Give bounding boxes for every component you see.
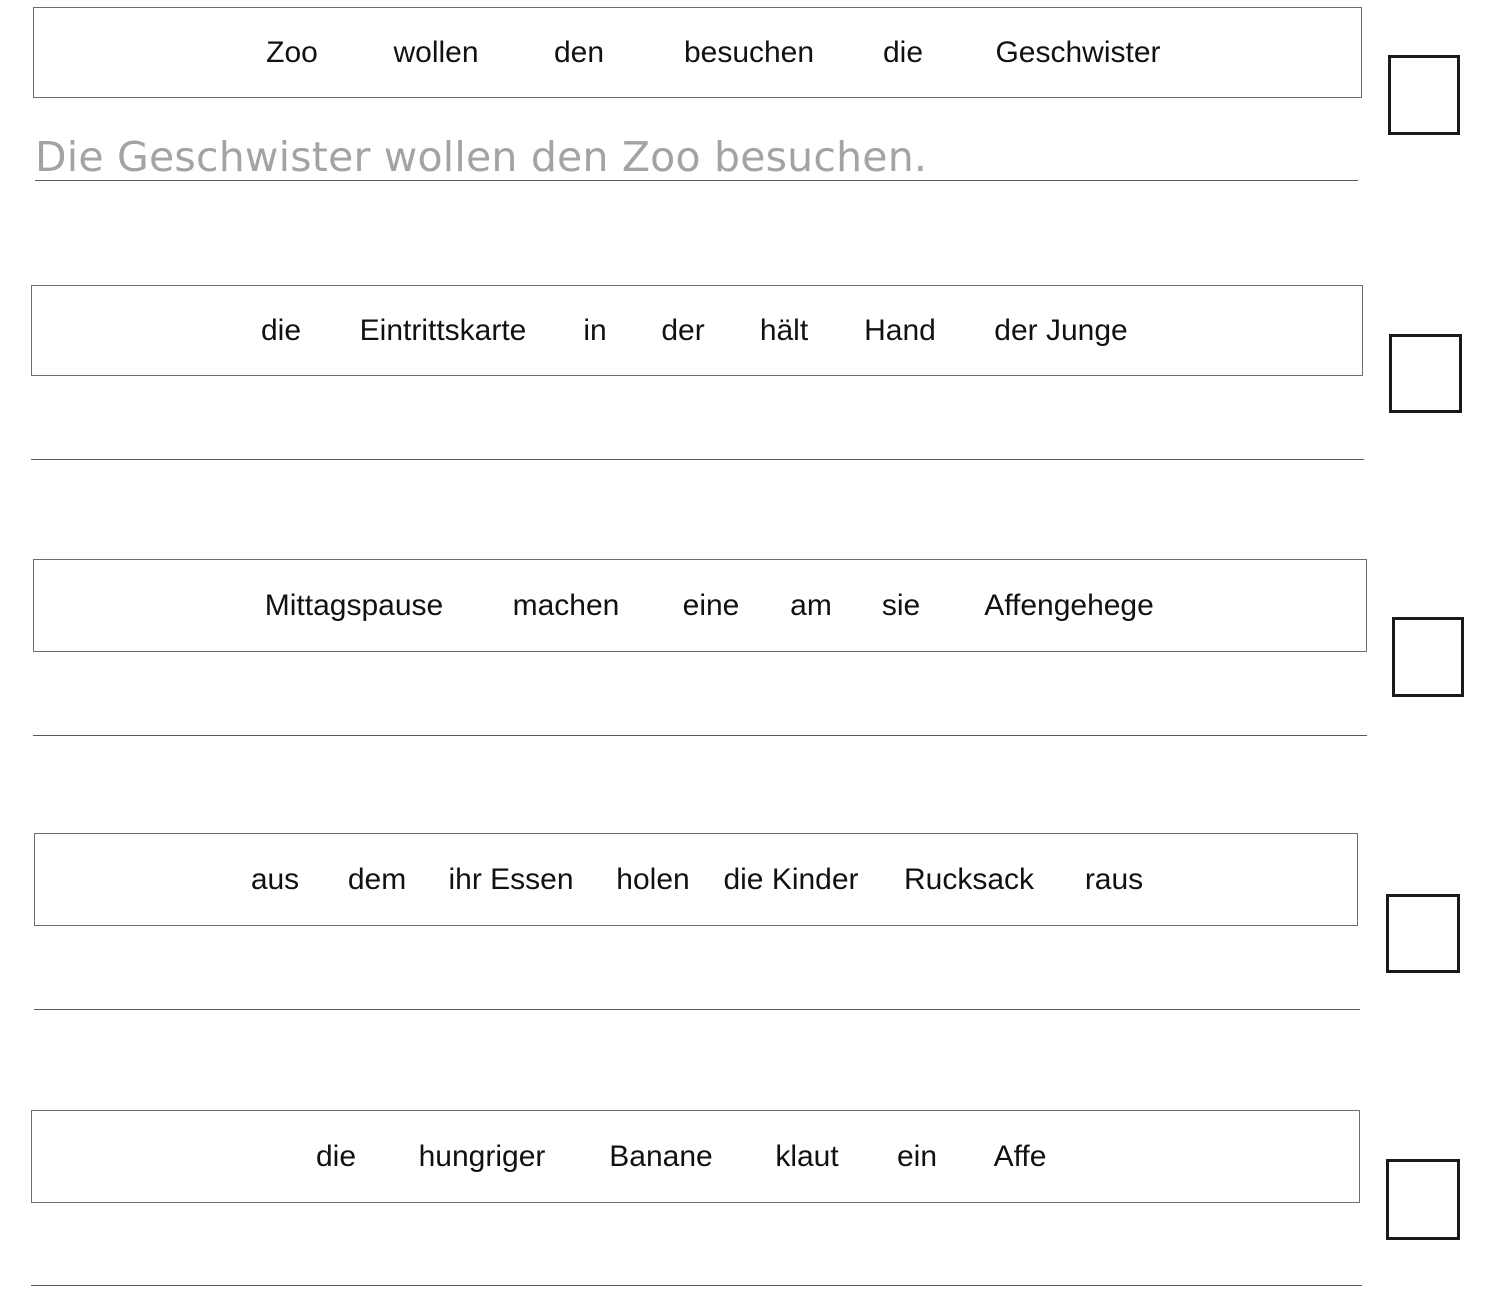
check-box-5[interactable] [1386, 1159, 1460, 1240]
word-strip-3 [33, 559, 1367, 652]
word-card: raus [1084, 862, 1144, 896]
answer-line-2[interactable] [31, 459, 1364, 460]
word-card: am [790, 588, 832, 622]
word-card: sie [881, 588, 921, 622]
word-card: klaut [775, 1139, 839, 1173]
word-card: die Kinder [723, 862, 859, 896]
word-card: die [315, 1139, 357, 1173]
word-card: die [260, 313, 302, 347]
answer-example-text: Die Geschwister wollen den Zoo besuchen. [35, 133, 928, 181]
word-card: hungriger [418, 1139, 546, 1173]
word-card: Zoo [266, 35, 318, 69]
word-card: den [553, 35, 605, 69]
answer-line-1[interactable] [35, 180, 1358, 181]
word-card: Mittagspause [264, 588, 444, 622]
word-card: Affengehege [984, 588, 1154, 622]
word-card: die [882, 35, 924, 69]
word-card: ihr Essen [448, 862, 574, 896]
word-card: der [661, 313, 705, 347]
word-card: der Junge [994, 313, 1128, 347]
answer-line-4[interactable] [34, 1009, 1360, 1010]
word-card: wollen [393, 35, 479, 69]
word-card: machen [512, 588, 620, 622]
answer-line-3[interactable] [33, 735, 1367, 736]
word-strip-2 [31, 285, 1363, 376]
word-strip-5 [31, 1110, 1360, 1203]
word-card: hält [759, 313, 809, 347]
word-card: aus [250, 862, 300, 896]
word-card: ein [896, 1139, 938, 1173]
word-card: Rucksack [903, 862, 1035, 896]
word-card: in [583, 313, 607, 347]
check-box-3[interactable] [1392, 617, 1464, 697]
word-strip-4 [34, 833, 1358, 926]
check-box-4[interactable] [1386, 894, 1460, 973]
word-card: Hand [864, 313, 936, 347]
word-card: Affe [993, 1139, 1047, 1173]
word-card: holen [616, 862, 690, 896]
word-card: Eintrittskarte [359, 313, 527, 347]
word-card: besuchen [683, 35, 815, 69]
word-card: Geschwister [995, 35, 1161, 69]
answer-line-5[interactable] [31, 1285, 1362, 1286]
word-card: Banane [609, 1139, 713, 1173]
word-card: eine [682, 588, 740, 622]
check-box-2[interactable] [1389, 334, 1462, 413]
check-box-1[interactable] [1388, 55, 1460, 135]
word-card: dem [347, 862, 407, 896]
word-strip-1 [33, 7, 1362, 98]
